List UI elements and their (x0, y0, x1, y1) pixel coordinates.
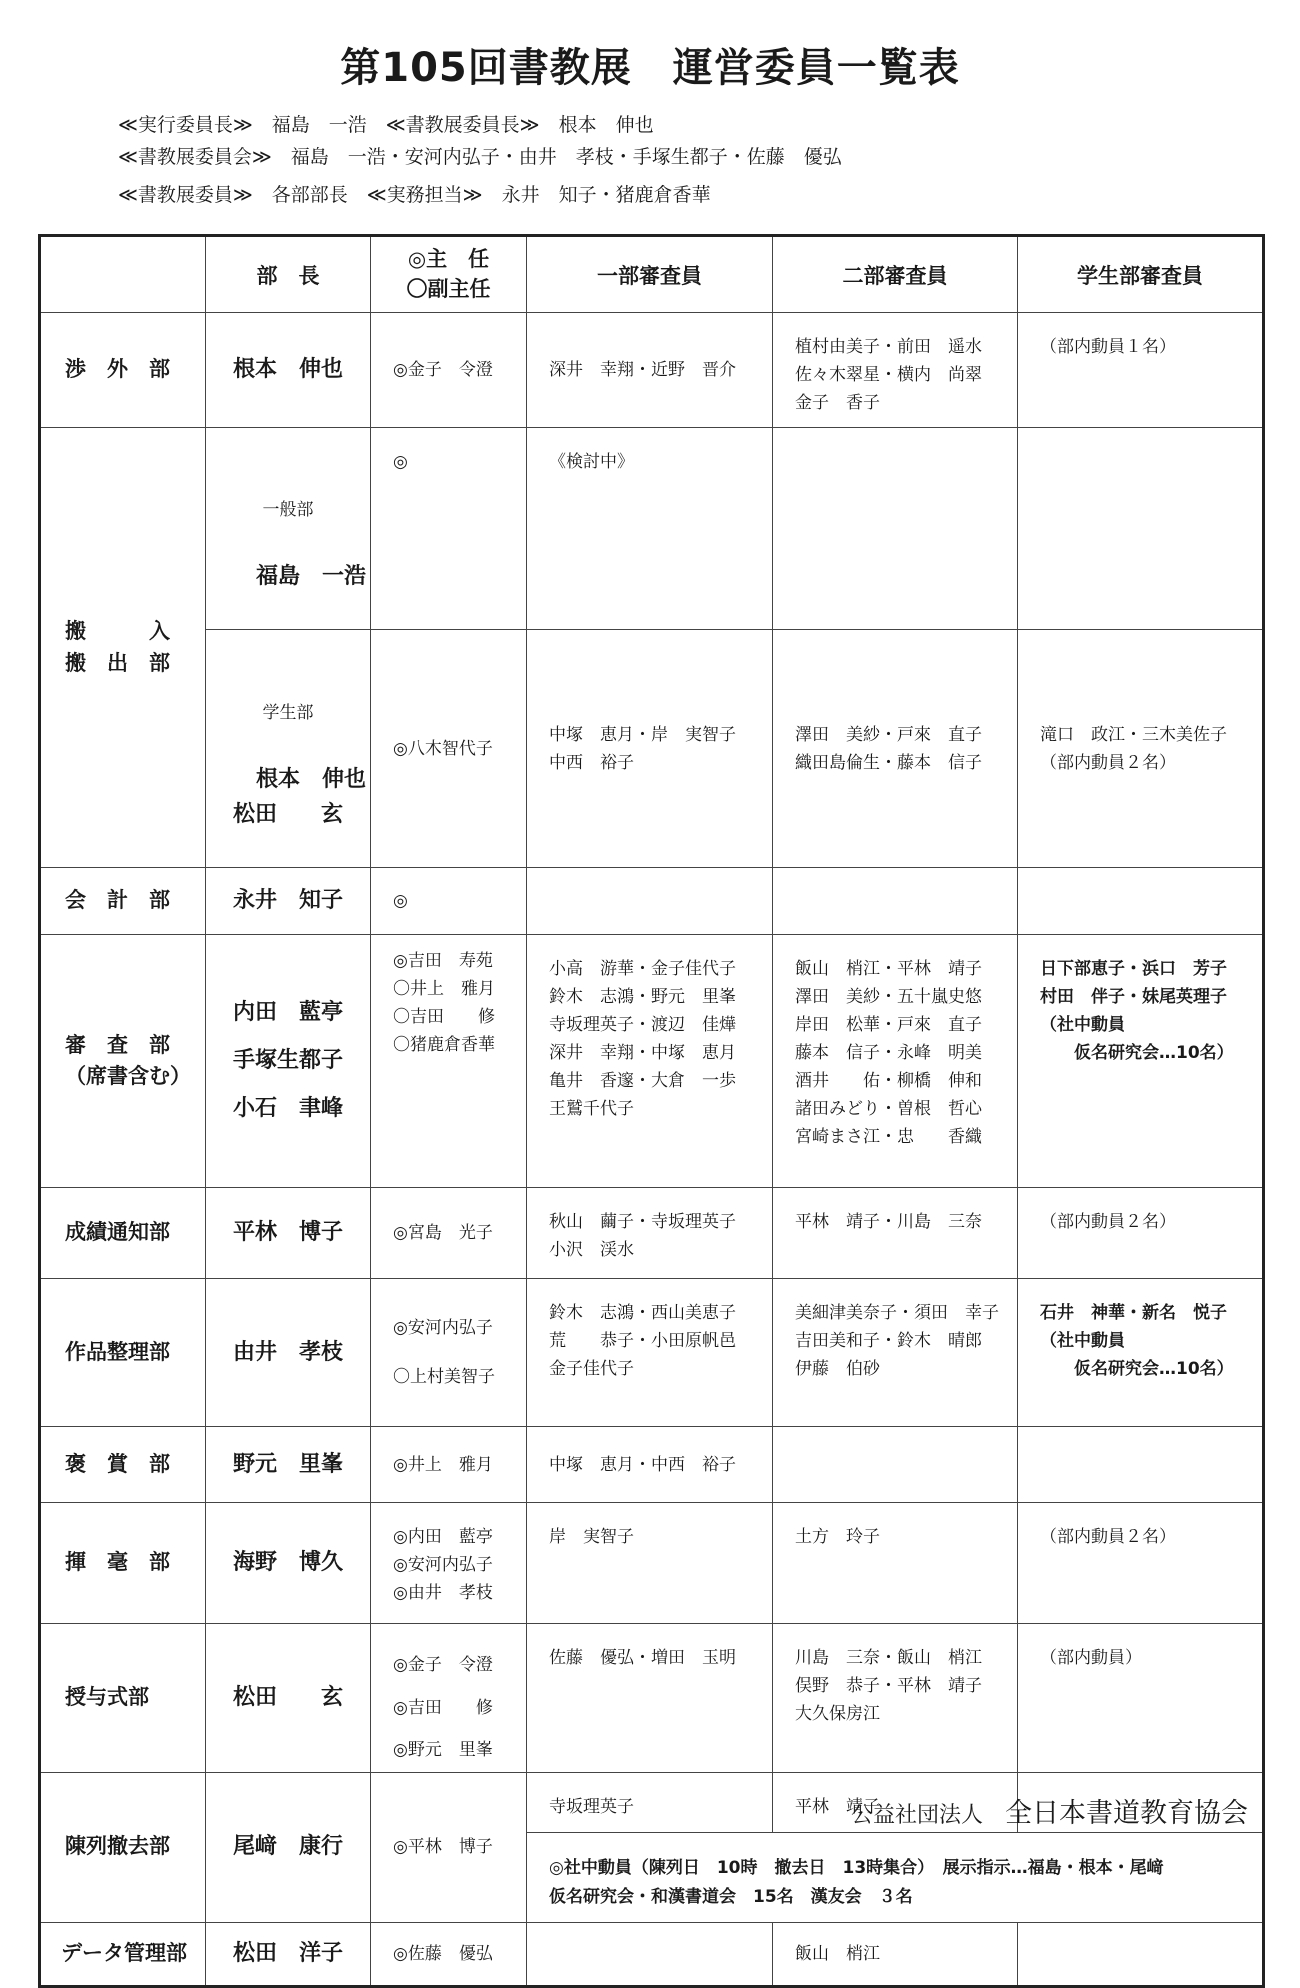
role-hannyu-general: ◎ (371, 428, 527, 630)
student-shogai: （部内動員１名） (1018, 313, 1264, 428)
chief-hannyu-general-name: 福島 一浩 (255, 564, 366, 590)
footer-org-type: 公益社団法人 (850, 1803, 983, 1828)
table-row (40, 868, 1264, 935)
student-data (1018, 1922, 1264, 1986)
header-role-sub: 〇副主任 (406, 276, 491, 301)
header-role (371, 236, 527, 313)
header-judge2: 二部審査員 (773, 236, 1018, 313)
intro-line-chairs: ≪実行委員長≫ 福島 一浩 ≪書教展委員長≫ 根本 伸也 (118, 114, 654, 136)
role-hannyu-student: ◎八木智代子 (371, 630, 527, 868)
role-shinsa: ◎吉田 寿苑 〇井上 雅月 〇吉田 修 〇猪鹿倉香華 (371, 935, 527, 1188)
table-row (40, 1922, 1264, 1986)
role-kigo: ◎内田 藍亭 ◎安河内弘子 ◎由井 孝枝 (371, 1503, 527, 1624)
dept-chinretsu: 陳列撤去部 (40, 1772, 206, 1922)
dept-data: データ管理部 (40, 1922, 206, 1986)
footer-organization (837, 1766, 1248, 1830)
dept-shinsa: 審 査 部 （席書含む） (40, 935, 206, 1188)
judge2-shinsa: 飯山 梢江・平林 靖子 澤田 美紗・五十嵐史悠 岸田 松華・戸來 直子 藤本 信子・永峰 明美 酒井 佑・柳橋 伸和 諸田みどり・曽根 哲心 宮崎まさ江・忠 香織 (773, 935, 1018, 1188)
judge1-shinsa: 小高 游華・金子佳代子 鈴木 志鴻・野元 里峯 寺坂理英子・渡辺 佳燁 深井 幸翔・中塚 恵月 亀井 香邃・大倉 一歩 王鷲千代子 (527, 935, 773, 1188)
judge2-sakuhin: 美細津美奈子・須田 幸子 吉田美和子・鈴木 晴郎 伊藤 伯砂 (773, 1279, 1018, 1427)
header-corner (40, 236, 206, 313)
sub-label-student: 学生部 (262, 702, 314, 723)
judge1-hannyu-student: 中塚 恵月・岸 実智子 中西 裕子 (527, 630, 773, 868)
header-student: 学生部審査員 (1018, 236, 1264, 313)
table-row (40, 1188, 1264, 1279)
chief-kigo: 海野 博久 (206, 1503, 371, 1624)
judge2-hosho (773, 1427, 1018, 1503)
table-row (40, 1279, 1264, 1427)
note-chinretsu: ◎社中動員（陳列日 10時 撤去日 13時集合） 展示指示…福島・根本・尾﨑 仮名研究会・和漢書道会 15名 漢友会 ３名 (527, 1832, 1264, 1922)
judge1-chinretsu: 寺坂理英子 (527, 1772, 773, 1832)
sub-label-general: 一般部 (262, 500, 314, 521)
chief-kaikei: 永井 知子 (206, 868, 371, 935)
student-sakuhin: 石井 神華・新名 悦子 （社中動員 仮名研究会…10名） (1018, 1279, 1264, 1427)
judge2-hannyu-general (773, 428, 1018, 630)
dept-shogai: 渉 外 部 (40, 313, 206, 428)
judge1-shogai: 深井 幸翔・近野 晋介 (527, 313, 773, 428)
dept-juyo: 授与式部 (40, 1624, 206, 1773)
role-kaikei: ◎ (371, 868, 527, 935)
intro-line-committee: ≪書教展委員会≫ 福島 一浩・安河内弘子・由井 孝枝・手塚生都子・佐藤 優弘 (118, 146, 842, 168)
judge2-shogai: 植村由美子・前田 遥水 佐々木翠星・横内 尚翠 金子 香子 (773, 313, 1018, 428)
table-header-row (40, 236, 1264, 313)
table-row (40, 1503, 1264, 1624)
role-juyo: ◎金子 令澄 ◎吉田 修 ◎野元 里峯 (371, 1624, 527, 1773)
chief-hannyu-student (206, 630, 371, 868)
judge2-seiseki: 平林 靖子・川島 三奈 (773, 1188, 1018, 1279)
role-shogai: ◎金子 令澄 (371, 313, 527, 428)
judge2-data: 飯山 梢江 (773, 1922, 1018, 1986)
header-role-main: ◎主 任 (407, 247, 490, 272)
judge1-kaikei (527, 868, 773, 935)
judge2-juyo: 川島 三奈・飯山 梢江 俣野 恭子・平林 靖子 大久保房江 (773, 1624, 1018, 1773)
chief-chinretsu: 尾﨑 康行 (206, 1772, 371, 1922)
student-seiseki: （部内動員２名） (1018, 1188, 1264, 1279)
chief-hannyu-student-names: 根本 伸也 松田 玄 (232, 766, 366, 827)
student-hosho (1018, 1427, 1264, 1503)
table-row (40, 428, 1264, 630)
chief-data: 松田 洋子 (206, 1922, 371, 1986)
dept-hosho: 褒 賞 部 (40, 1427, 206, 1503)
judge1-kigo: 岸 実智子 (527, 1503, 773, 1624)
role-hosho: ◎井上 雅月 (371, 1427, 527, 1503)
chief-shinsa: 内田 藍亭 手塚生都子 小石 聿峰 (206, 935, 371, 1188)
judge1-sakuhin: 鈴木 志鴻・西山美恵子 荒 恭子・小田原帆邑 金子佳代子 (527, 1279, 773, 1427)
committee-table (38, 234, 1265, 1988)
page-title: 第105回書教展 運営委員一覧表 (340, 45, 960, 91)
student-hannyu-general (1018, 428, 1264, 630)
judge2-kaikei (773, 868, 1018, 935)
judge2-hannyu-student: 澤田 美紗・戸來 直子 織田島倫生・藤本 信子 (773, 630, 1018, 868)
table-row (40, 313, 1264, 428)
dept-seiseki: 成績通知部 (40, 1188, 206, 1279)
judge1-seiseki: 秋山 繭子・寺坂理英子 小沢 渓水 (527, 1188, 773, 1279)
table-row (40, 1427, 1264, 1503)
judge1-data (527, 1922, 773, 1986)
dept-sakuhin: 作品整理部 (40, 1279, 206, 1427)
chief-juyo: 松田 玄 (206, 1624, 371, 1773)
role-sakuhin: ◎安河内弘子 〇上村美智子 (371, 1279, 527, 1427)
chief-shogai: 根本 伸也 (206, 313, 371, 428)
table-row (40, 1624, 1264, 1773)
chief-seiseki: 平林 博子 (206, 1188, 371, 1279)
chief-hosho: 野元 里峯 (206, 1427, 371, 1503)
chief-sakuhin: 由井 孝枝 (206, 1279, 371, 1427)
student-kigo: （部内動員２名） (1018, 1503, 1264, 1624)
intro-line-members: ≪書教展委員≫ 各部部長 ≪実務担当≫ 永井 知子・猪鹿倉香華 (118, 184, 711, 206)
judge2-kigo: 土方 玲子 (773, 1503, 1018, 1624)
role-data: ◎佐藤 優弘 (371, 1922, 527, 1986)
header-chief: 部 長 (206, 236, 371, 313)
table-row (40, 630, 1264, 868)
student-hannyu-student: 滝口 政江・三木美佐子 （部内動員２名） (1018, 630, 1264, 868)
judge1-hosho: 中塚 恵月・中西 裕子 (527, 1427, 773, 1503)
student-shinsa: 日下部恵子・浜口 芳子 村田 伴子・妹尾英理子 （社中動員 仮名研究会…10名） (1018, 935, 1264, 1188)
judge1-juyo: 佐藤 優弘・増田 玉明 (527, 1624, 773, 1773)
role-seiseki: ◎宮島 光子 (371, 1188, 527, 1279)
header-judge1: 一部審査員 (527, 236, 773, 313)
student-juyo: （部内動員） (1018, 1624, 1264, 1773)
dept-kigo: 揮 毫 部 (40, 1503, 206, 1624)
role-chinretsu: ◎平林 博子 (371, 1772, 527, 1922)
dept-kaikei: 会 計 部 (40, 868, 206, 935)
footer-org-name: 全日本書道教育協会 (1005, 1798, 1248, 1829)
judge1-hannyu-general: 《検討中》 (527, 428, 773, 630)
table-row (40, 935, 1264, 1188)
student-kaikei (1018, 868, 1264, 935)
dept-hannyu: 搬 入 搬 出 部 (40, 428, 206, 868)
judge2-chinretsu: 平林 靖子 (773, 1772, 1018, 1832)
chief-hannyu-general (206, 428, 371, 630)
